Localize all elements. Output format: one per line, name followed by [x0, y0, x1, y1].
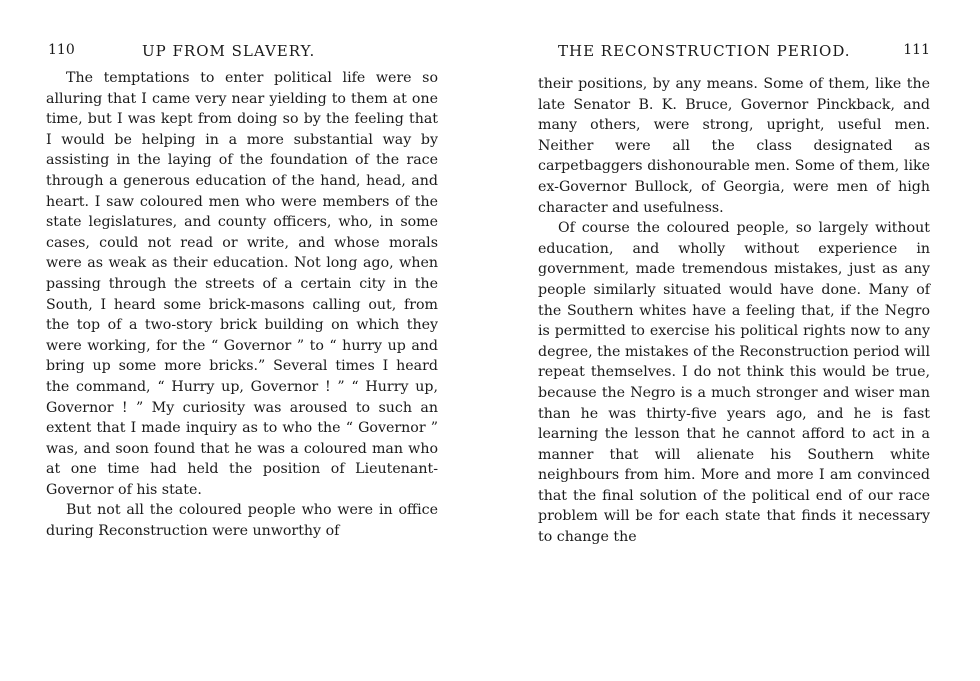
right-running-head	[538, 42, 930, 64]
left-body-text	[46, 68, 438, 542]
right-body-text	[538, 74, 930, 548]
left-running-head	[46, 42, 438, 64]
paragraph: their positions, by any means. Some of them, like the late Senator B. K. Bruce, Governor Pinckback, and many others, were strong, upright, useful men. Neither were all the class designated as carpetbaggers dishonourable men. Some of them, like ex-Governor Bullock, of Georgia, were men of high character and usefulness.	[538, 76, 930, 216]
running-title: UP FROM SLAVERY.	[142, 42, 316, 60]
paragraph: But not all the coloured people who were in office during Reconstruction were unworthy of	[46, 502, 438, 540]
paragraph: The temptations to enter political life were so alluring that I came very near yielding to them at one time, but I was kept from doing so by the feeling that I would be helping in a more substantial way by assisting in the laying of the foundation of the race through a generous education of the hand, head, and heart. I saw coloured men who were members of the state legislatures, and county officers, who, in some cases, could not read or write, and whose morals were as weak as their education. Not long ago, when passing through the streets of a certain city in the South, I heard some brick-masons calling out, from the top of a two-story brick building on which they were working, for the “ Governor ” to “ hurry up and bring up some more bricks.” Several times I heard the command, “ Hurry up, Governor ! ” “ Hurry up, Governor ! ” My curiosity was aroused to such an extent that I made inquiry as to who the “ Governor ” was, and soon found that he was a coloured man who at one time had held the position of Lieutenant-Governor of his state.	[46, 70, 438, 498]
page-number: 111	[903, 42, 930, 58]
page-number: 110	[48, 42, 75, 58]
right-page	[490, 0, 980, 681]
running-title: THE RECONSTRUCTION PERIOD.	[558, 42, 851, 60]
paragraph: Of course the coloured people, so largely without education, and wholly without experience in government, made tremendous mistakes, just as any people similarly situated would have done. Many of the Southern whites have a feeling that, if the Negro is permitted to exercise his political rights now to any degree, the mistakes of the Reconstruction period will repeat themselves. I do not think this would be true, because the Negro is a much stronger and wiser man than he was thirty-five years ago, and he is fast learning the lesson that he cannot afford to act in a manner that will alienate his Southern white neighbours from him. More and more I am convinced that the final solution of the political end of our race problem will be for each state that finds it necessary to change the	[538, 220, 930, 546]
